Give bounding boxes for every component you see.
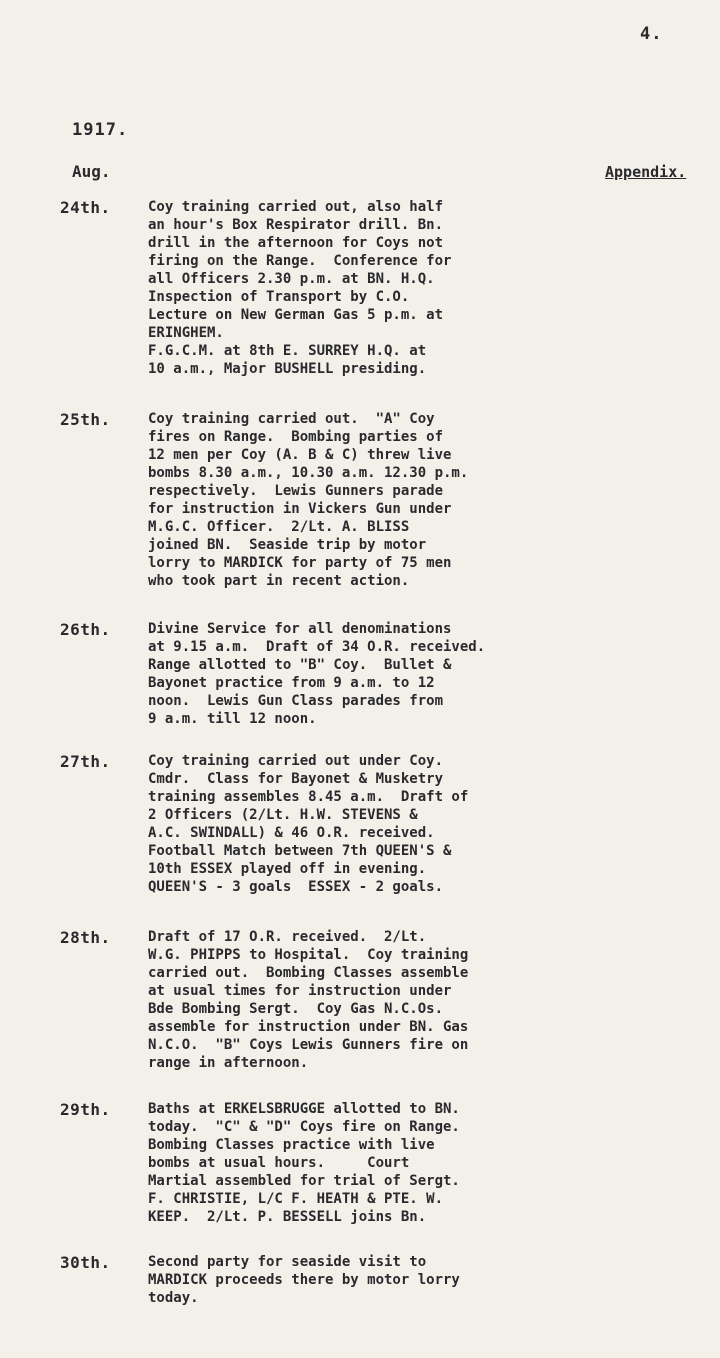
page-number: 4. bbox=[640, 24, 663, 44]
entry-line: Draft of 17 O.R. received. 2/Lt. bbox=[148, 929, 427, 945]
entry-line: an hour's Box Respirator drill. Bn. bbox=[148, 217, 444, 233]
entry-line: drill in the afternoon for Coys not bbox=[148, 235, 444, 251]
entry-line: 2 Officers (2/Lt. H.W. STEVENS & bbox=[148, 807, 418, 823]
entry-line: who took part in recent action. bbox=[148, 573, 410, 589]
entry-line: W.G. PHIPPS to Hospital. Coy training bbox=[148, 947, 469, 963]
entry-text bbox=[148, 928, 708, 1072]
entry-line: Inspection of Transport by C.O. bbox=[148, 289, 410, 305]
entry-line: firing on the Range. Conference for bbox=[148, 253, 452, 269]
entry-line: Coy training carried out. "A" Coy bbox=[148, 411, 435, 427]
entry-line: F.G.C.M. at 8th E. SURREY H.Q. at bbox=[148, 343, 427, 359]
entry-line: at usual times for instruction under bbox=[148, 983, 452, 999]
entry-line: at 9.15 a.m. Draft of 34 O.R. received. bbox=[148, 639, 486, 655]
entry-line: Bde Bombing Sergt. Coy Gas N.C.Os. bbox=[148, 1001, 444, 1017]
entry-line: carried out. Bombing Classes assemble bbox=[148, 965, 469, 981]
entry-line: Divine Service for all denominations bbox=[148, 621, 452, 637]
entry-line: Bombing Classes practice with live bbox=[148, 1137, 435, 1153]
entry-date: 24th. bbox=[60, 198, 111, 217]
entry-line: Football Match between 7th QUEEN'S & bbox=[148, 843, 452, 859]
entry-line: range in afternoon. bbox=[148, 1055, 309, 1071]
entry-line: Martial assembled for trial of Sergt. bbox=[148, 1173, 460, 1189]
entry-line: 12 men per Coy (A. B & C) threw live bbox=[148, 447, 452, 463]
entry-line: training assembles 8.45 a.m. Draft of bbox=[148, 789, 469, 805]
entry-text bbox=[148, 620, 708, 728]
entry-line: Second party for seaside visit to bbox=[148, 1254, 427, 1270]
entry-line: Bayonet practice from 9 a.m. to 12 bbox=[148, 675, 435, 691]
entry-date: 26th. bbox=[60, 620, 111, 639]
entry-date: 29th. bbox=[60, 1100, 111, 1119]
entry-line: QUEEN'S - 3 goals ESSEX - 2 goals. bbox=[148, 879, 444, 895]
month-heading: Aug. bbox=[72, 162, 111, 181]
entry-text bbox=[148, 752, 708, 896]
entry-line: ERINGHEM. bbox=[148, 325, 224, 341]
entry-date: 27th. bbox=[60, 752, 111, 771]
entry-line: N.C.O. "B" Coys Lewis Gunners fire on bbox=[148, 1037, 469, 1053]
entry-date: 25th. bbox=[60, 410, 111, 429]
entry-line: bombs at usual hours. Court bbox=[148, 1155, 410, 1171]
entry-line: KEEP. 2/Lt. P. BESSELL joins Bn. bbox=[148, 1209, 427, 1225]
entry-line: 9 a.m. till 12 noon. bbox=[148, 711, 317, 727]
entry-line: A.C. SWINDALL) & 46 O.R. received. bbox=[148, 825, 435, 841]
entry-line: Cmdr. Class for Bayonet & Musketry bbox=[148, 771, 444, 787]
entry-line: Coy training carried out under Coy. bbox=[148, 753, 444, 769]
entry-line: lorry to MARDICK for party of 75 men bbox=[148, 555, 452, 571]
entry-line: Lecture on New German Gas 5 p.m. at bbox=[148, 307, 444, 323]
entry-date: 28th. bbox=[60, 928, 111, 947]
appendix-heading: Appendix. bbox=[605, 163, 687, 181]
entry-line: respectively. Lewis Gunners parade bbox=[148, 483, 444, 499]
year-heading: 1917. bbox=[72, 120, 129, 140]
entry-line: 10 a.m., Major BUSHELL presiding. bbox=[148, 361, 427, 377]
entry-line: today. bbox=[148, 1290, 199, 1306]
entry-text bbox=[148, 1100, 708, 1226]
entry-text bbox=[148, 1253, 708, 1307]
entry-line: assemble for instruction under BN. Gas bbox=[148, 1019, 469, 1035]
entry-line: fires on Range. Bombing parties of bbox=[148, 429, 444, 445]
entry-line: noon. Lewis Gun Class parades from bbox=[148, 693, 444, 709]
entry-line: for instruction in Vickers Gun under bbox=[148, 501, 452, 517]
entry-line: all Officers 2.30 p.m. at BN. H.Q. bbox=[148, 271, 435, 287]
entry-line: MARDICK proceeds there by motor lorry bbox=[148, 1272, 460, 1288]
entry-line: bombs 8.30 a.m., 10.30 a.m. 12.30 p.m. bbox=[148, 465, 469, 481]
entry-line: Coy training carried out, also half bbox=[148, 199, 444, 215]
entry-date: 30th. bbox=[60, 1253, 111, 1272]
entry-text bbox=[148, 410, 708, 590]
entry-line: Range allotted to "B" Coy. Bullet & bbox=[148, 657, 452, 673]
entry-line: joined BN. Seaside trip by motor bbox=[148, 537, 427, 553]
entry-line: Baths at ERKELSBRUGGE allotted to BN. bbox=[148, 1101, 460, 1117]
entry-text bbox=[148, 198, 708, 378]
entry-line: today. "C" & "D" Coys fire on Range. bbox=[148, 1119, 460, 1135]
entry-line: F. CHRISTIE, L/C F. HEATH & PTE. W. bbox=[148, 1191, 444, 1207]
entry-line: M.G.C. Officer. 2/Lt. A. BLISS bbox=[148, 519, 410, 535]
entry-line: 10th ESSEX played off in evening. bbox=[148, 861, 427, 877]
